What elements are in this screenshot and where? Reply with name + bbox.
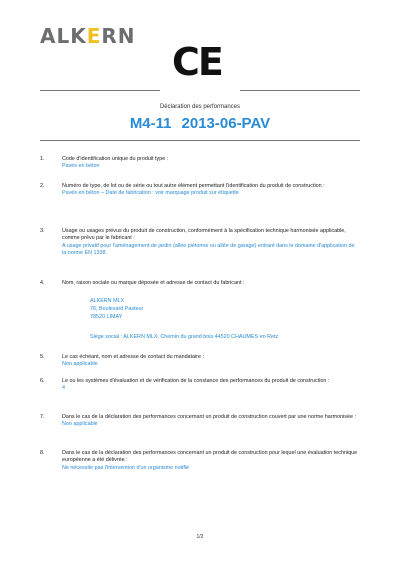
item-answer: Non applicable [62, 361, 98, 368]
item-text: Code d'identification unique du produit type : [62, 156, 169, 162]
item-number: 4. [40, 280, 45, 286]
item-text: Nom, raison sociale ou marque déposée et adresse de contact du fabricant : [62, 280, 245, 286]
manufacturer-name: ALKERN MLX [90, 298, 125, 304]
title-underline [40, 140, 360, 141]
divider-left [40, 90, 160, 91]
item-answer: Pavés en béton [62, 163, 100, 170]
item-answer: 4 [62, 385, 65, 392]
item-text: Numéro de type, de lot ou de série ou tout autre élément permettant l'identification du produit de construction : [62, 183, 325, 189]
item-number: 2. [40, 183, 45, 189]
item-text: Dans le cas de la déclaration des performances concernant un produit de construction pour lequel une évaluation technique européenne a été délivrée : [62, 450, 358, 464]
item-text: Le cas échéant, nom et adresse de contact du mandataire : [62, 354, 205, 360]
alkern-logo [40, 26, 136, 46]
ce-mark: CE [172, 40, 222, 84]
divider-right [240, 90, 360, 91]
item-number: 8. [40, 450, 45, 456]
item-text: Le ou les systèmes d'évaluation et de vérification de la constance des performances du produit de construction : [62, 378, 330, 384]
logo-text-post: RN [101, 24, 136, 48]
item-answer: Non applicable [62, 421, 98, 428]
manufacturer-city: 78520 LIMAY [90, 314, 123, 320]
item-text: Dans le cas de la déclaration des performances concernant un produit de construction couvert par une norme harmonisée : [62, 414, 356, 420]
manufacturer-street: 76, Boulevard Pasteur [90, 306, 144, 312]
item-answer: Pavés en béton – Date de fabrication : voir marquage produit sur étiquette [62, 190, 239, 197]
reference-id: 2013-06-PAV [181, 115, 271, 132]
item-number: 7. [40, 414, 45, 420]
item-number: 6. [40, 378, 45, 384]
item-number: 5. [40, 354, 45, 360]
page-number: 1/2 [196, 534, 204, 540]
item-number: 1. [40, 156, 45, 162]
item-answer: Ne nécessite pas l'intervention d'un organisme notifié [62, 464, 190, 471]
reference-code: M4-11 [129, 115, 172, 132]
manufacturer-headquarters: Siège social : ALKERN MLX, Chemin du grand bois 44520 CHAUMES en Retz [90, 334, 279, 340]
item-number: 3. [40, 228, 45, 234]
logo-text-pre: ALK [40, 24, 87, 48]
item-text: Usage ou usages prévus du produit de construction, conformément à la spécification technique harmonisée applicable, comme prévu par le fabricant : [62, 228, 346, 242]
logo-text-mark: E [86, 24, 102, 48]
document-reference [0, 116, 400, 132]
document-title: Déclaration des performances [159, 104, 241, 110]
item-answer: A usage privatif pour l'aménagement de jardin (allée piétonne ou allée de garage) entrant dans le domaine d'application de la norme EN 1338. [62, 242, 355, 257]
